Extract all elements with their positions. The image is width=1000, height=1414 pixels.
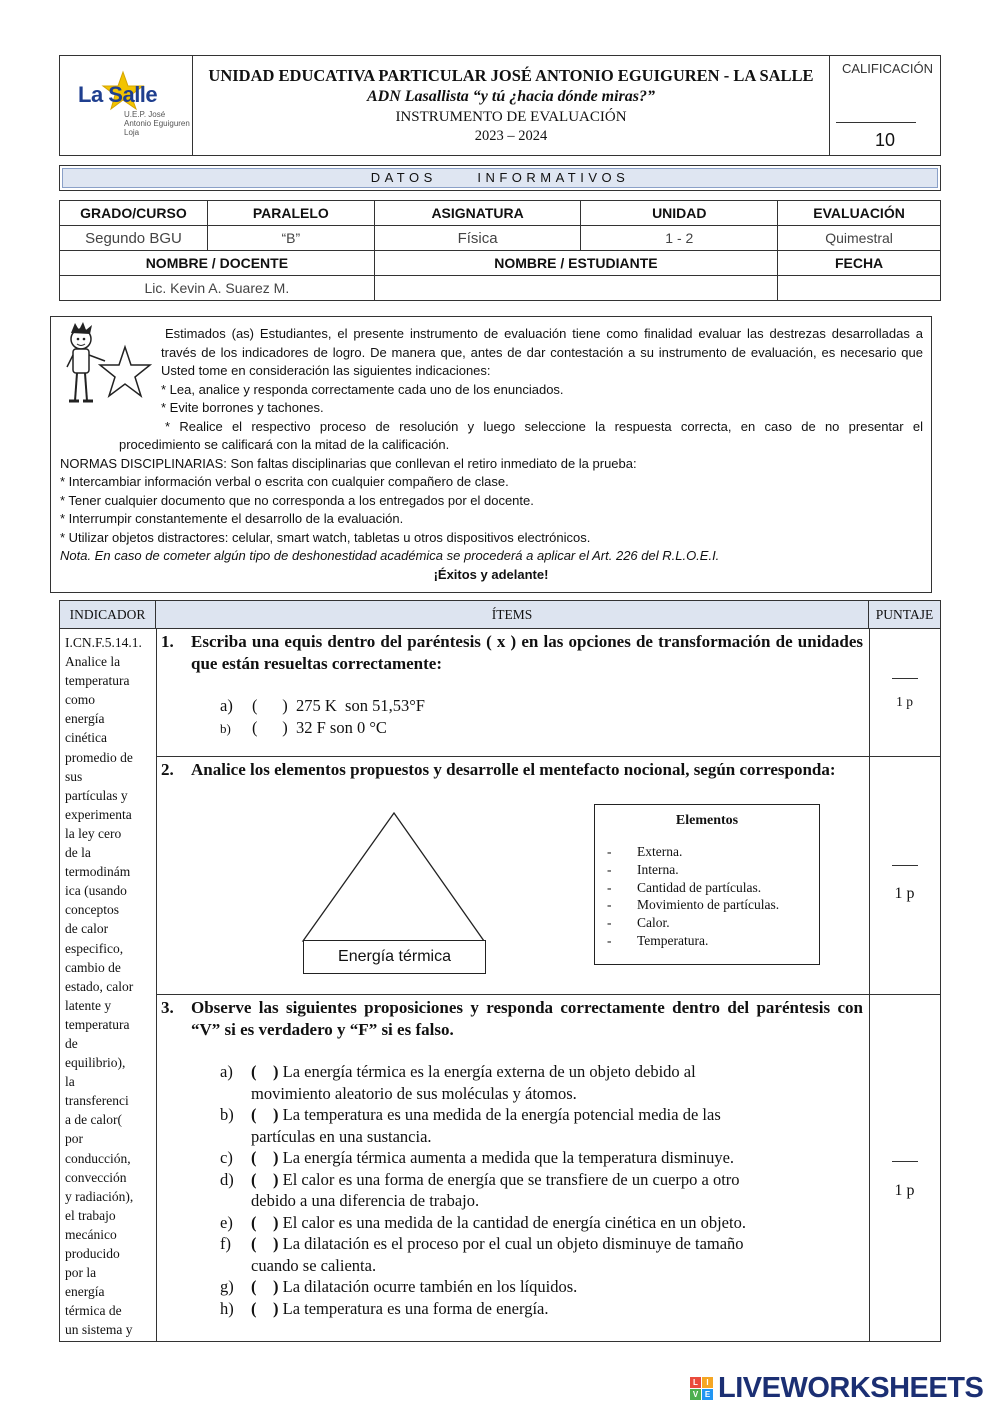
indicator-line: por xyxy=(65,1131,83,1147)
element-label: Temperatura. xyxy=(637,932,709,948)
grade-line xyxy=(836,122,916,123)
indicator-line: experimenta xyxy=(65,806,132,822)
indicator-line: I.CN.F.5.14.1. xyxy=(65,635,142,650)
element-label: Cantidad de partículas. xyxy=(637,879,762,895)
header-paralelo: PARALELO xyxy=(207,201,374,226)
student-name-field[interactable] xyxy=(374,276,777,301)
q3-option-text: El calor es una forma de energía que se transfiere de un cuerpo a otro xyxy=(278,1169,740,1189)
normas-title: NORMAS DISCIPLINARIAS: Son faltas disciplinarias que conllevan el retiro inmediato de la prueba: xyxy=(60,456,637,471)
q3-option xyxy=(220,1169,870,1212)
element-item[interactable] xyxy=(607,843,817,861)
q2-score: 1 p xyxy=(894,885,915,902)
norma-4: * Utilizar objetos distractores: celular, smart watch, tabletas u otros dispositivos electrónicos. xyxy=(60,530,591,545)
element-label: Interna. xyxy=(637,861,679,877)
col-puntaje: PUNTAJE xyxy=(875,607,934,622)
q3-option-text: El calor es una medida de la cantidad de energía cinética en un objeto. xyxy=(278,1212,746,1232)
q1-number: 1. xyxy=(161,632,174,651)
instructions-box xyxy=(50,316,932,593)
q1-score: 1 p xyxy=(896,694,913,709)
table-header-row xyxy=(60,601,940,629)
logo-subtitle-1: U.E.P. José xyxy=(124,110,166,119)
elements-list xyxy=(607,843,817,950)
indicator-line: la xyxy=(65,1074,75,1090)
items-table xyxy=(59,600,941,1342)
q3-option-text: La temperatura es una medida de la energía potencial media de las xyxy=(278,1105,721,1124)
q3-option-letter: g) xyxy=(220,1277,234,1296)
info-table xyxy=(59,200,941,301)
element-item[interactable] xyxy=(607,879,817,897)
datos-informativos-bar xyxy=(59,165,941,191)
q3-option xyxy=(220,1104,870,1147)
elements-box xyxy=(594,804,820,965)
indicator-line: Analice la xyxy=(65,654,121,670)
indicator-line: temperatura xyxy=(65,673,130,689)
info-header-row xyxy=(60,201,941,226)
q3-option-letter: a) xyxy=(220,1062,233,1081)
value-evaluacion: Quimestral xyxy=(778,226,941,251)
indicator-line: por la xyxy=(65,1265,97,1281)
row-divider-2 xyxy=(156,994,940,995)
q1-option-a-text[interactable]: ( ) 275 K son 51,53°F xyxy=(252,696,425,715)
element-item[interactable] xyxy=(607,861,817,879)
element-item[interactable] xyxy=(607,914,817,932)
logo-text: La Salle xyxy=(78,82,158,107)
element-item[interactable] xyxy=(607,896,817,914)
logo-subtitle-2: Antonio Eguiguren xyxy=(124,119,190,128)
closing-text: ¡Éxitos y adelante! xyxy=(433,567,549,582)
q3-score: 1 p xyxy=(894,1182,915,1199)
q3-option-letter: b) xyxy=(220,1105,234,1124)
date-field[interactable] xyxy=(778,276,941,301)
logo-cell xyxy=(60,56,193,155)
q3-answer-paren[interactable]: ( ) xyxy=(251,1298,279,1318)
indicator-line: la ley cero xyxy=(65,825,122,841)
norma-3: * Interrumpir constantemente el desarrollo de la evaluación. xyxy=(60,511,404,526)
q3-option xyxy=(220,1212,870,1234)
col-items: ÍTEMS xyxy=(156,601,869,628)
indicator-line: estado, calor xyxy=(65,978,134,994)
indicator-line: cambio de xyxy=(65,959,121,975)
value-paralelo: “B” xyxy=(207,226,374,251)
brand-icon-e: E xyxy=(702,1389,713,1400)
logo-subtitle-3: Loja xyxy=(124,128,140,137)
indicator-line: partículas y xyxy=(65,787,128,803)
q3-option-text-cont: cuando se calienta. xyxy=(251,1255,377,1275)
value-asignatura: Física xyxy=(374,226,581,251)
q3-option-text-cont: debido a una diferencia de trabajo. xyxy=(251,1191,480,1210)
indicator-line: como xyxy=(65,692,95,708)
q3-option-text-cont: partículas en una sustancia. xyxy=(251,1126,432,1146)
mentefacto-triangle xyxy=(303,813,484,941)
q3-option-text: La dilatación es el proceso por el cual un objeto disminuye de tamaño xyxy=(278,1234,744,1253)
brand-icon-v: V xyxy=(690,1389,701,1400)
mentefacto-base-box[interactable] xyxy=(303,940,486,974)
indicator-line: y radiación), xyxy=(65,1188,134,1204)
indicator-line: latente y xyxy=(65,997,112,1013)
info-header-row-2 xyxy=(60,251,941,276)
header-asignatura: ASIGNATURA xyxy=(374,201,581,226)
q3-option-letter: e) xyxy=(220,1212,233,1232)
q3-answer-paren[interactable]: ( ) xyxy=(251,1234,279,1253)
grade-value[interactable]: 10 xyxy=(875,130,896,150)
q3-option-text: La energía térmica aumenta a medida que la temperatura disminuye. xyxy=(278,1148,735,1167)
element-label: Movimiento de partículas. xyxy=(637,897,780,913)
instructions-intro: Estimados (as) Estudiantes, el presente instrumento de evaluación tiene como finalidad evaluar las destrezas desarrolladas a través de los indicadores de logro. De manera que, antes de dar contestación a su instrumento de evaluación, es necesario que Usted tome en consideración las siguientes indicaciones: xyxy=(161,326,923,378)
q3-answer-paren[interactable]: ( ) xyxy=(251,1277,279,1296)
q3-answer-paren[interactable]: ( ) xyxy=(251,1169,279,1189)
datos-title: DATOS INFORMATIVOS xyxy=(370,170,630,185)
brand-icon xyxy=(690,1377,714,1401)
indicator-line: de xyxy=(65,1035,78,1051)
q3-option xyxy=(220,1298,870,1320)
indicator-line: de calor xyxy=(65,921,109,937)
q3-option-letter: d) xyxy=(220,1169,234,1189)
indicator-line: energía xyxy=(65,711,105,727)
indicator-line: conducción, xyxy=(65,1150,131,1166)
indicator-line: el trabajo xyxy=(65,1207,116,1223)
divider-indicator xyxy=(156,629,157,1341)
indicator-line: energía xyxy=(65,1284,105,1300)
mentefacto-base-label: Energía térmica xyxy=(338,948,451,965)
row-divider-1 xyxy=(156,756,940,757)
indicator-line: un sistema y xyxy=(65,1322,133,1338)
info-value-row xyxy=(60,226,941,251)
indicator-line: termodinám xyxy=(65,864,131,880)
q3-option-letter: c) xyxy=(220,1148,233,1167)
value-grado: Segundo BGU xyxy=(60,226,208,251)
q1-score-blank[interactable] xyxy=(892,678,918,679)
q1-option-b xyxy=(220,717,387,740)
header-unidad: UNIDAD xyxy=(581,201,778,226)
indicator-line: de la xyxy=(65,845,91,861)
grade-label: CALIFICACIÓN xyxy=(842,61,934,76)
header-estudiante: NOMBRE / ESTUDIANTE xyxy=(374,251,777,276)
title-cell xyxy=(193,56,830,155)
indicator-line: promedio de xyxy=(65,749,133,765)
q3-options xyxy=(220,1061,870,1319)
q3-option xyxy=(220,1061,870,1104)
brand-name: LIVEWORKSHEETS xyxy=(718,1372,984,1404)
instruction-bullet-3: * Realice el respectivo proceso de resolución y luego seleccione la respuesta correcta, en caso de no presentar el xyxy=(165,419,923,434)
q2-score-blank[interactable] xyxy=(892,865,918,866)
q3-option-text: La dilatación ocurre también en los líquidos. xyxy=(278,1277,578,1296)
indicator-line: mecánico xyxy=(65,1226,117,1242)
element-dash: - xyxy=(607,861,612,877)
q3-score-blank[interactable] xyxy=(892,1161,918,1162)
q3-answer-paren[interactable]: ( ) xyxy=(251,1062,279,1081)
indicator-line: sus xyxy=(65,768,83,784)
q2-text: Analice los elementos propuestos y desarrolle el mentefacto nocional, según corresponda: xyxy=(191,760,836,779)
q1-text: Escriba una equis dentro del paréntesis ( x ) en las opciones de transformación de unidades que están resueltas correctamente: xyxy=(191,632,863,673)
norma-2: * Tener cualquier documento que no corresponda a los entregados por el docente. xyxy=(60,493,534,508)
element-item[interactable] xyxy=(607,932,817,950)
indicator-line: equilibrio), xyxy=(65,1055,126,1071)
indicator-line: convección xyxy=(65,1169,127,1185)
indicator-line: ica (usando xyxy=(65,883,127,899)
brand-icon-i: I xyxy=(702,1377,713,1388)
element-label: Externa. xyxy=(637,844,683,859)
value-unidad: 1 - 2 xyxy=(581,226,778,251)
student-star-icon xyxy=(57,321,153,413)
indicator-line: transferenci xyxy=(65,1093,129,1109)
value-docente: Lic. Kevin A. Suarez M. xyxy=(60,276,375,301)
school-year: 2023 – 2024 xyxy=(474,128,548,144)
indicator-line: cinética xyxy=(65,730,107,746)
q3-text: Observe las siguientes proposiciones y responda correctamente dentro del paréntesis con “V” si es verdadero y “F” si es falso. xyxy=(191,998,863,1039)
q1-option-a xyxy=(220,695,425,717)
document-header xyxy=(59,55,941,156)
indicator-line: conceptos xyxy=(65,902,119,918)
element-dash: - xyxy=(607,844,612,859)
q3-answer-paren[interactable]: ( ) xyxy=(251,1105,279,1124)
header-fecha: FECHA xyxy=(778,251,941,276)
col-indicador: INDICADOR xyxy=(60,601,156,628)
q3-number: 3. xyxy=(161,998,174,1017)
element-label: Calor. xyxy=(637,915,670,931)
header-grado: GRADO/CURSO xyxy=(60,201,208,226)
indicator-line: temperatura xyxy=(65,1016,130,1032)
q1-option-b-text[interactable]: ( ) 32 F son 0 °C xyxy=(252,718,387,737)
brand-icon-l: L xyxy=(690,1377,701,1388)
q1-option-b-letter: b) xyxy=(220,721,231,736)
q3-option-letter: f) xyxy=(220,1234,231,1253)
q3-option xyxy=(220,1147,870,1169)
instruction-bullet-1: * Lea, analice y responda correctamente cada uno de los enunciados. xyxy=(161,382,564,397)
nota: Nota. En caso de cometer algún tipo de deshonestidad académica se procederá a aplicar el Art. 226 del R.L.O.E.I. xyxy=(60,548,720,563)
instrument-title: INSTRUMENTO DE EVALUACIÓN xyxy=(395,109,627,125)
indicator-text xyxy=(65,633,155,1339)
q3-answer-paren[interactable]: ( ) xyxy=(251,1148,279,1167)
header-evaluacion: EVALUACIÓN xyxy=(778,201,941,226)
grade-cell xyxy=(830,56,941,155)
element-dash: - xyxy=(607,897,612,913)
indicator-line: a de calor( xyxy=(65,1112,122,1128)
info-value-row-2 xyxy=(60,276,941,301)
element-dash: - xyxy=(607,932,612,948)
school-logo xyxy=(76,70,190,140)
header-docente: NOMBRE / DOCENTE xyxy=(60,251,375,276)
mentefacto-diagram xyxy=(300,812,490,942)
indicator-line: térmica de xyxy=(65,1303,122,1319)
element-dash: - xyxy=(607,879,612,895)
q2-number: 2. xyxy=(161,760,174,779)
element-dash: - xyxy=(607,915,612,931)
elements-title: Elementos xyxy=(675,813,739,828)
q3-option xyxy=(220,1233,870,1276)
norma-1: * Intercambiar información verbal o escrita con cualquier compañero de clase. xyxy=(60,474,509,489)
q3-option-text: La energía térmica es la energía externa de un objeto debido al xyxy=(278,1062,696,1081)
q3-option-text-cont: movimiento aleatorio de sus moléculas y átomos. xyxy=(251,1083,577,1103)
q1-option-a-letter: a) xyxy=(220,696,233,715)
instruction-bullet-3-cont: procedimiento se calificará con la mitad de la calificación. xyxy=(119,437,450,452)
instruction-bullet-2: * Evite borrones y tachones. xyxy=(161,400,324,415)
indicator-line: producido xyxy=(65,1246,120,1261)
school-motto: ADN Lasallista “y tú ¿hacia dónde miras?” xyxy=(366,88,656,105)
indicator-line: especifico, xyxy=(65,940,124,956)
q3-answer-paren[interactable]: ( ) xyxy=(251,1212,279,1232)
q3-option-text: La temperatura es una forma de energía. xyxy=(278,1298,549,1318)
q3-option xyxy=(220,1276,870,1298)
q3-option-letter: h) xyxy=(220,1298,234,1318)
school-name: UNIDAD EDUCATIVA PARTICULAR JOSÉ ANTONIO EGUIGUREN - LA SALLE xyxy=(208,66,814,85)
